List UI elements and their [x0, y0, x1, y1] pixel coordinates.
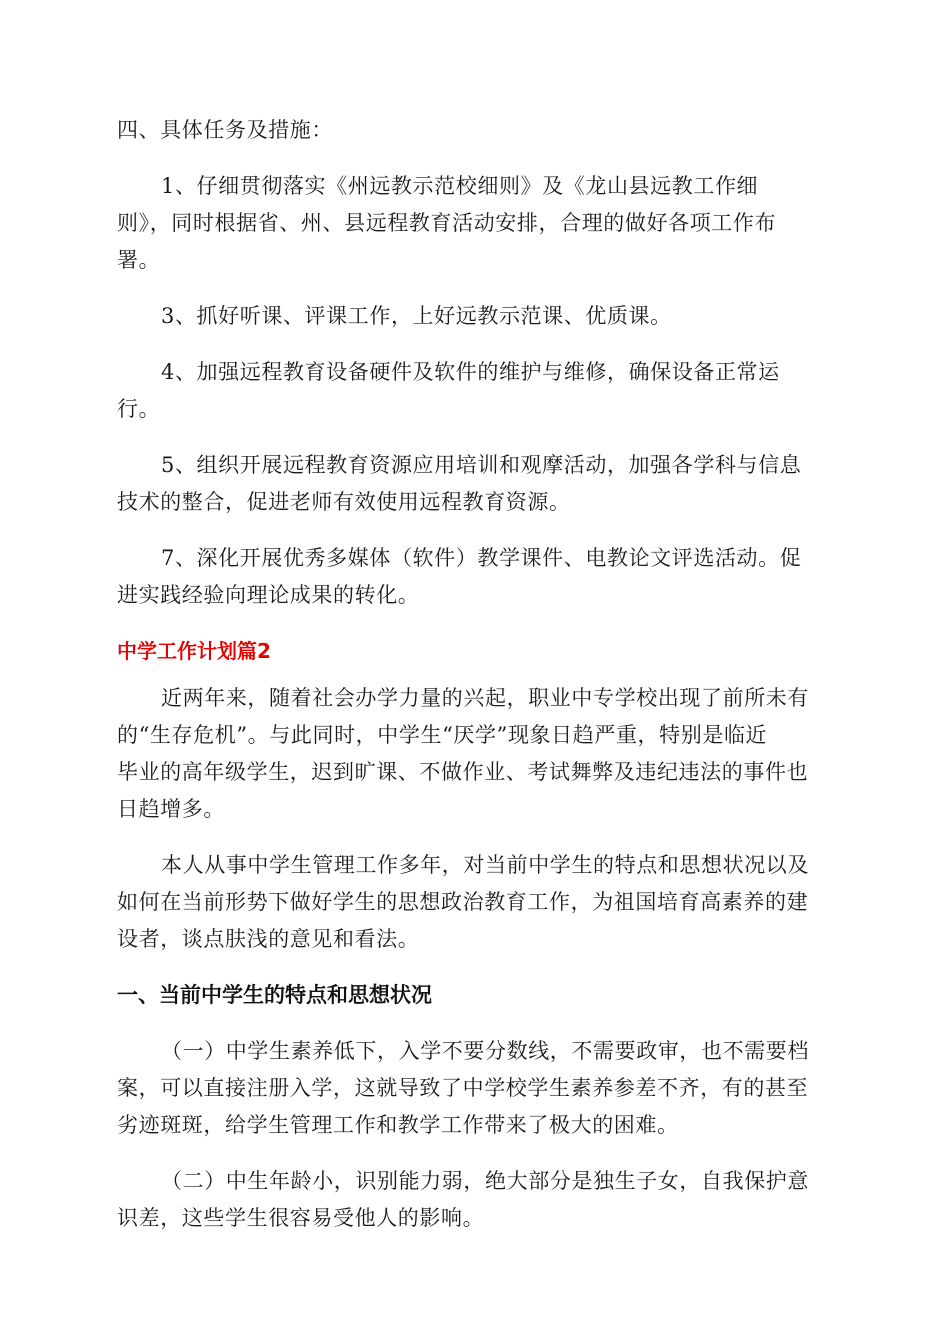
paragraph-item-5 [117, 447, 833, 521]
paragraph-point-1 [117, 1033, 833, 1144]
text-line: 案，可以直接注册入学，这就导致了中学校学生素养参差不齐，有的甚至 [117, 1076, 809, 1100]
paragraph-point-2 [117, 1163, 833, 1237]
text-line: 如何在当前形势下做好学生的思想政治教育工作，为祖国培育高素养的建 [117, 890, 809, 914]
paragraph-item-4 [117, 354, 833, 428]
paragraph-intro-1 [117, 680, 833, 828]
section-title: 四、具体任务及措施： [117, 118, 333, 142]
plan-2-heading: 中学工作计划篇2 [117, 639, 271, 663]
text-line: 4、加强远程教育设备硬件及软件的维护与维修，确保设备正常运 [161, 360, 780, 384]
text-line: 5、组织开展远程教育资源应用培训和观摩活动，加强各学科与信息 [161, 453, 802, 477]
text-line: 3、抓好听课、评课工作，上好远教示范课、优质课。 [161, 304, 672, 328]
text-line: 设者，谈点肤浅的意见和看法。 [117, 927, 420, 951]
paragraph-item-7 [117, 540, 833, 614]
text-line: 则》，同时根据省、州、县远程教育活动安排，合理的做好各项工作布 [117, 211, 777, 235]
text-line: 毕业的高年级学生，迟到旷课、不做作业、考试舞弊及违纪违法的事件也 [117, 760, 809, 784]
paragraph-intro-2 [117, 847, 833, 958]
text-line: 1、仔细贯彻落实《州远教示范校细则》及《龙山县远教工作细 [161, 174, 759, 198]
text-line: 日趋增多。 [117, 797, 225, 821]
text-line: 7、深化开展优秀多媒体（软件）教学课件、电教论文评选活动。促 [161, 546, 802, 570]
text-line: 署。 [117, 248, 161, 272]
part-1-heading: 一、当前中学生的特点和思想状况 [117, 983, 432, 1007]
text-line: 劣迹斑斑，给学生管理工作和教学工作带来了极大的困难。 [117, 1113, 679, 1137]
paragraph-item-3 [117, 298, 833, 335]
text-line: 近两年来，随着社会办学力量的兴起，职业中专学校出现了前所未有 [161, 686, 809, 710]
text-line: 的“生存危机”。与此同时，中学生“厌学”现象日趋严重，特别是临近 [117, 723, 768, 747]
text-line: 进实践经验向理论成果的转化。 [117, 583, 420, 607]
document-body [117, 112, 833, 1256]
text-line: 技术的整合，促进老师有效使用远程教育资源。 [117, 490, 571, 514]
text-line: 行。 [117, 397, 161, 421]
text-line: 识差，这些学生很容易受他人的影响。 [117, 1206, 485, 1230]
text-line: 本人从事中学生管理工作多年，对当前中学生的特点和思想状况以及 [161, 853, 809, 877]
paragraph-item-1 [117, 168, 833, 279]
text-line: （一）中学生素养低下，入学不要分数线，不需要政审，也不需要档 [161, 1039, 809, 1063]
text-line: （二）中生年龄小，识别能力弱，绝大部分是独生子女，自我保护意 [161, 1169, 809, 1193]
